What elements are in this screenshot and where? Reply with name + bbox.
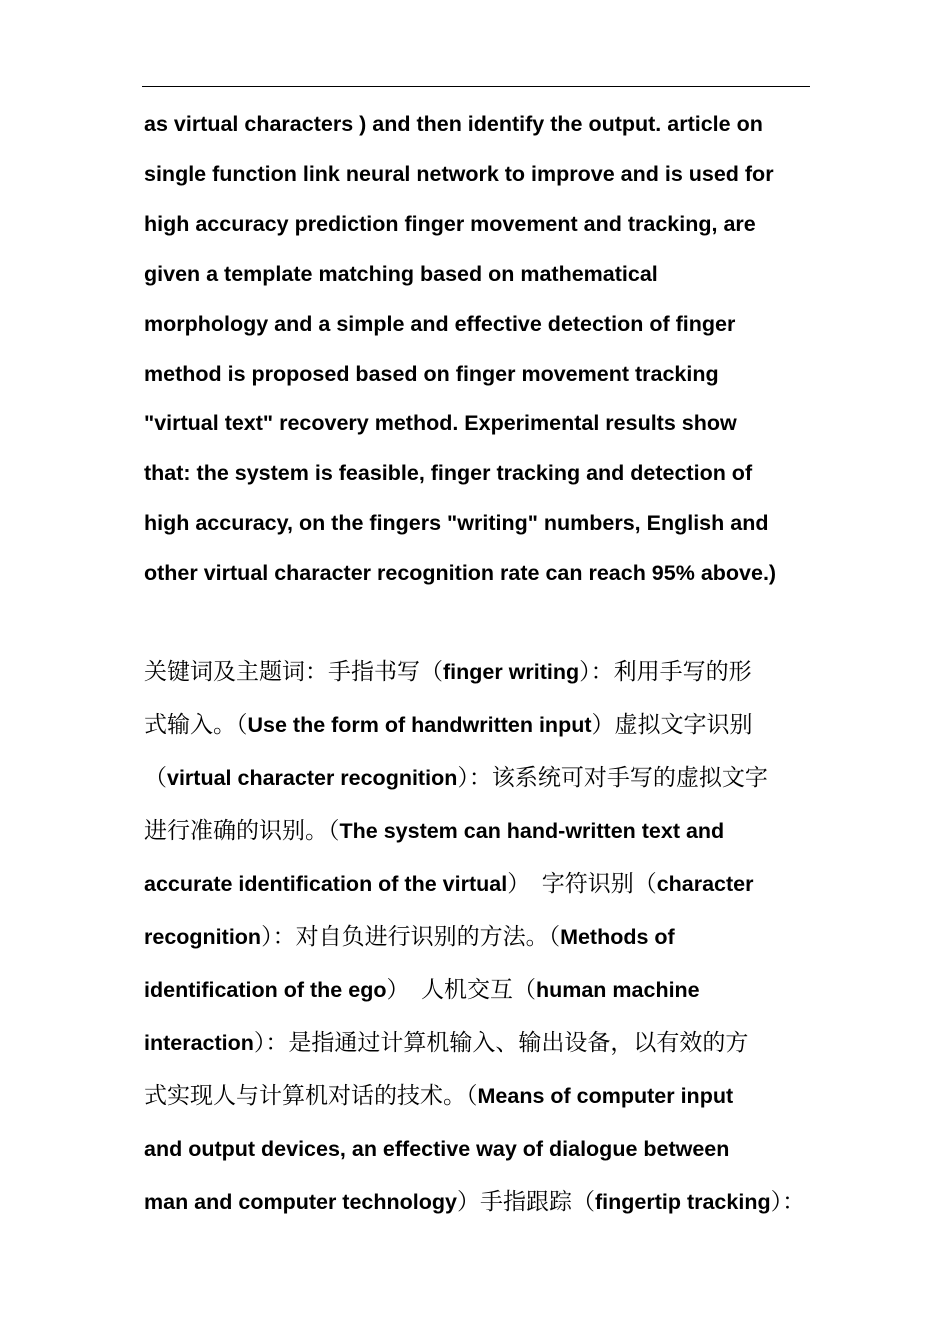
keywords-line — [144, 1123, 824, 1176]
abstract-line: "virtual text" recovery method. Experimental results show — [144, 411, 737, 436]
keywords-text-cn: 式实现人与计算机对话的技术。（ — [144, 1083, 478, 1109]
keywords-line — [144, 1176, 824, 1229]
keywords-text-cn: ）：该系统可对手写的虚拟文字 — [457, 765, 768, 791]
keywords-text-en: Use the form of handwritten input — [247, 713, 592, 737]
abstract-line: as virtual characters ) and then identify the output. article on — [144, 112, 763, 136]
keywords-text-en: virtual character recognition — [167, 766, 458, 790]
keywords-line — [144, 911, 824, 964]
keywords-text-cn: ） 人机交互（ — [386, 977, 536, 1003]
keywords-text-cn: ）手指跟踪（ — [456, 1189, 595, 1215]
keywords-line — [144, 964, 824, 1017]
abstract-line: given a template matching based on mathematical — [144, 261, 658, 286]
keywords-line — [144, 646, 824, 699]
keywords-text-cn: ） 字符识别（ — [507, 871, 657, 897]
keywords-text-en: character — [656, 872, 754, 896]
keywords-text-en: finger writing — [443, 660, 580, 684]
keywords-text-cn: ）：对自负进行识别的方法。（ — [261, 924, 561, 950]
keywords-line — [144, 752, 824, 805]
keywords-text-en: man and computer technology — [144, 1190, 457, 1214]
keywords-text-en: and output devices, an effective way of dialogue between — [144, 1137, 730, 1161]
abstract-line: high accuracy prediction finger movement and tracking, are — [144, 211, 756, 236]
keywords-line — [144, 805, 824, 858]
keywords-text-en: recognition — [144, 925, 262, 949]
keywords-line — [144, 858, 824, 911]
abstract-line: morphology and a simple and effective detection of finger — [144, 311, 736, 336]
keywords-line — [144, 699, 824, 752]
keywords-text-cn: 关键词及主题词：手指书写（ — [144, 659, 443, 685]
header-rule — [142, 86, 810, 87]
abstract-english-paragraph — [144, 100, 824, 599]
abstract-line: method is proposed based on finger movement tracking — [144, 361, 719, 386]
keywords-text-cn: 式输入。（ — [144, 712, 248, 738]
keywords-text-en: human machine — [535, 978, 700, 1002]
keywords-text-en: accurate identification of the virtual — [144, 872, 508, 896]
abstract-line: single function link neural network to improve and is used for — [144, 161, 774, 186]
keywords-text-cn: ）虚拟文字识别 — [591, 712, 753, 738]
keywords-line — [144, 1017, 824, 1070]
abstract-line: high accuracy, on the fingers "writing" numbers, English and — [144, 511, 769, 536]
abstract-line: other virtual character recognition rate can reach 95% above.) — [144, 561, 777, 586]
keywords-text-cn: 进行准确的识别。（ — [144, 818, 340, 844]
keywords-text-en: interaction — [144, 1031, 254, 1055]
keywords-text-cn: ）：是指通过计算机输入、输出设备，以有效的方 — [253, 1030, 749, 1056]
keywords-text-en: Methods of — [560, 925, 675, 949]
keywords-text-cn: （ — [144, 765, 167, 791]
keywords-line — [144, 1070, 824, 1123]
keywords-text-en: The system can hand-written text and — [339, 819, 725, 843]
abstract-line: that: the system is feasible, finger tracking and detection of — [144, 461, 753, 486]
keywords-text-en: identification of the ego — [144, 978, 387, 1002]
keywords-text-cn: ）： — [770, 1189, 806, 1215]
keywords-text-en: fingertip tracking — [594, 1190, 771, 1214]
keywords-text-cn: ）：利用手写的形 — [579, 659, 752, 685]
keywords-paragraph — [144, 646, 824, 1229]
keywords-text-en: Means of computer input — [477, 1084, 734, 1108]
